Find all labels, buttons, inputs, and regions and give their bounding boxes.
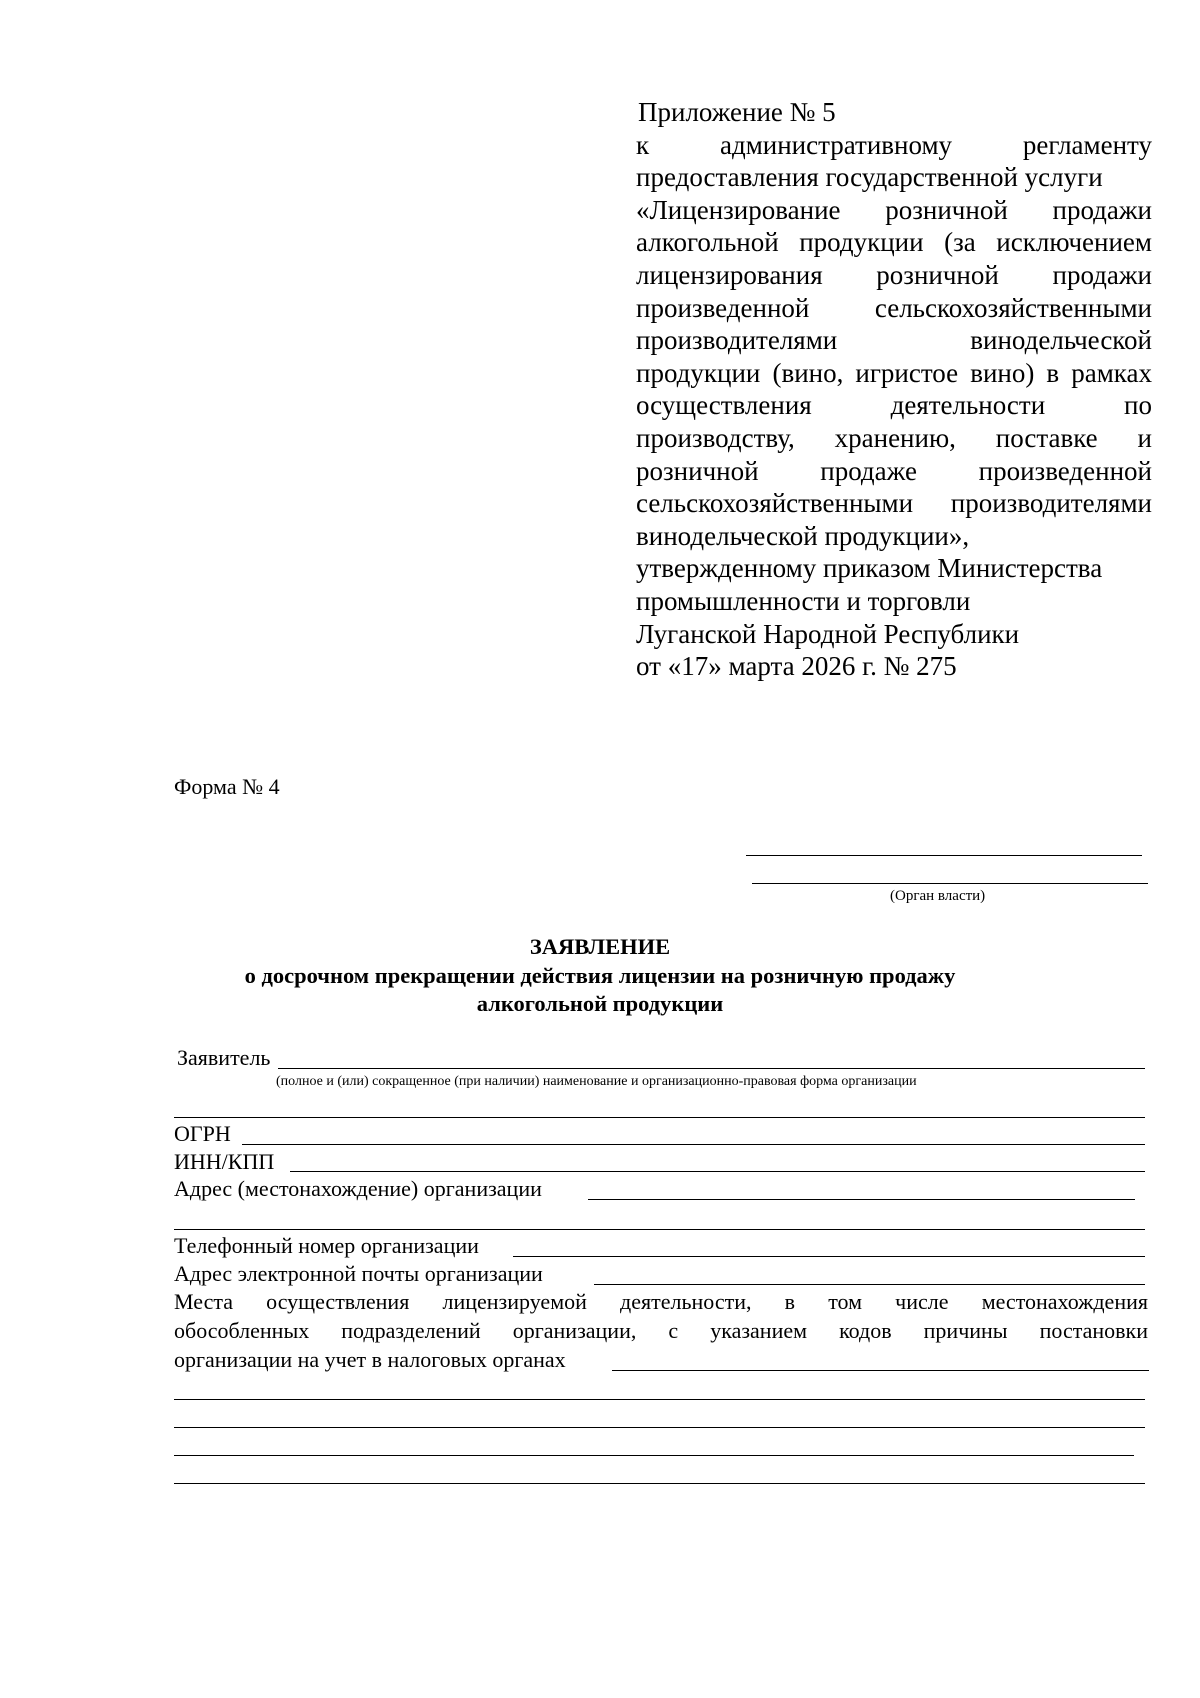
email-field[interactable]: [594, 1284, 1145, 1285]
authority-line[interactable]: [752, 883, 1148, 884]
appendix-title: Приложение № 5: [638, 97, 836, 127]
appendix-line: сельскохозяйственными производителями: [636, 488, 1152, 519]
appendix-line: лицензирования розничной продажи: [636, 259, 1152, 290]
address-field-continued[interactable]: [174, 1229, 1145, 1230]
places-field-continued[interactable]: [174, 1455, 1134, 1456]
authority-caption: (Орган власти): [890, 888, 986, 904]
applicant-caption: (полное и (или) сокращенное (при наличии) наименование и организационно-правовая форма организации: [276, 1074, 917, 1089]
appendix-line: предоставления государственной услуги: [636, 162, 1103, 193]
applicant-field-continued[interactable]: [174, 1117, 1145, 1118]
phone-label: Телефонный номер организации: [174, 1233, 479, 1258]
authority-line[interactable]: [746, 855, 1142, 856]
appendix-line: продукции (вино, игристое вино) в рамках: [636, 357, 1152, 388]
appendix-line: от «17» марта 2026 г. № 275: [636, 651, 957, 682]
document-subtitle: алкогольной продукции: [476, 991, 724, 1016]
places-text: организации на учет в налоговых органах: [174, 1347, 566, 1372]
places-field-continued[interactable]: [174, 1427, 1145, 1428]
document-subtitle: о досрочном прекращении действия лицензии на розничную продажу: [244, 963, 956, 988]
address-field[interactable]: [588, 1199, 1135, 1200]
appendix-line: производителями винодельческой: [636, 325, 1152, 356]
places-text: Места осуществления лицензируемой деятельности, в том числе местонахождения: [174, 1289, 1148, 1314]
email-label: Адрес электронной почты организации: [174, 1261, 543, 1286]
document-title: ЗАЯВЛЕНИЕ: [529, 934, 671, 959]
places-field[interactable]: [612, 1370, 1149, 1371]
appendix-line: производству, хранению, поставке и: [636, 422, 1152, 453]
appendix-line: утвержденному приказом Министерства: [636, 553, 1103, 584]
ogrn-label: ОГРН: [174, 1121, 231, 1146]
places-field-continued[interactable]: [174, 1399, 1145, 1400]
places-text: обособленных подразделений организации, с указанием кодов причины постановки: [174, 1318, 1148, 1343]
appendix-line: алкогольной продукции (за исключением: [636, 227, 1152, 258]
appendix-line: винодельческой продукции»,: [636, 520, 970, 551]
appendix-line: «Лицензирование розничной продажи: [636, 194, 1152, 225]
appendix-line: промышленности и торговли: [636, 585, 971, 616]
places-field-continued[interactable]: [174, 1483, 1145, 1484]
appendix-line: произведенной сельскохозяйственными: [636, 292, 1152, 323]
appendix-line: Луганской Народной Республики: [636, 618, 1020, 649]
appendix-line: к административному регламенту: [636, 129, 1152, 160]
inn-kpp-label: ИНН/КПП: [174, 1149, 275, 1174]
phone-field[interactable]: [513, 1256, 1145, 1257]
applicant-field[interactable]: [278, 1068, 1145, 1069]
applicant-label: Заявитель: [177, 1045, 271, 1070]
appendix-line: осуществления деятельности по: [636, 390, 1152, 421]
address-label: Адрес (местонахождение) организации: [174, 1176, 542, 1201]
appendix-block: [636, 96, 1152, 683]
ogrn-field[interactable]: [242, 1144, 1145, 1145]
form-number: Форма № 4: [174, 774, 280, 799]
inn-kpp-field[interactable]: [290, 1171, 1145, 1172]
appendix-line: розничной продаже произведенной: [636, 455, 1152, 486]
